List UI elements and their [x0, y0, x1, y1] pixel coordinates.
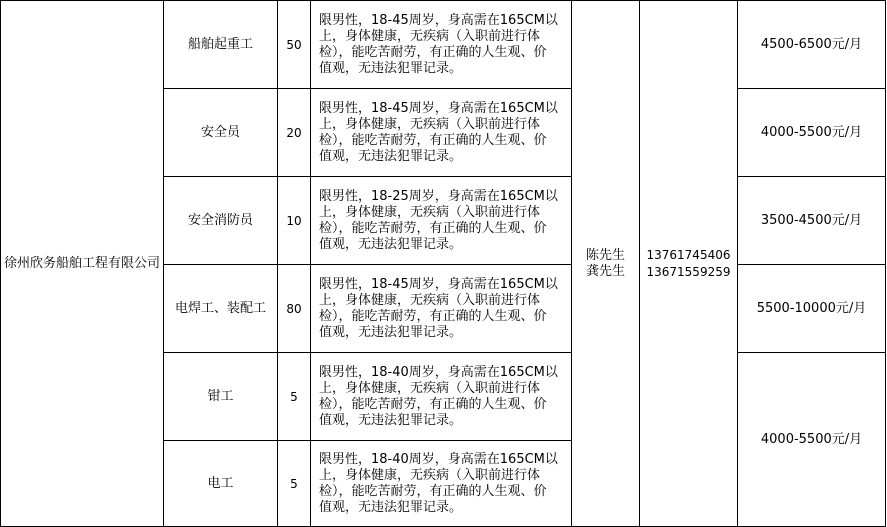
- requirement-cell: [311, 353, 572, 441]
- company-name-cell: [1, 1, 164, 527]
- requirement-line: 检），能吃苦耐劳，有正确的人生观、价: [319, 483, 547, 499]
- count-cell: [278, 89, 311, 177]
- requirement-line: 值观，无违法犯罪记录。: [319, 499, 463, 515]
- salary-cell: [738, 353, 886, 527]
- company-name: 徐州欣务船舶工程有限公司: [3, 255, 160, 271]
- headcount: 5: [290, 476, 298, 491]
- position-name: 钳工: [207, 388, 234, 404]
- requirement-line: 检），能吃苦耐劳，有正确的人生观、价: [319, 396, 547, 412]
- count-cell: [278, 441, 311, 527]
- salary-cell: [738, 177, 886, 265]
- requirement-line: 限男性，18-45周岁，身高需在165CM以: [319, 12, 558, 28]
- requirement-line: 值观，无违法犯罪记录。: [319, 60, 463, 76]
- requirement-cell: [311, 1, 572, 89]
- requirement-line: 值观，无违法犯罪记录。: [319, 236, 463, 252]
- requirement-line: 限男性，18-45周岁，身高需在165CM以: [319, 276, 558, 292]
- salary: 4500-6500元/月: [760, 36, 863, 52]
- position-name: 电焊工、装配工: [174, 300, 266, 316]
- requirement-line: 上，身体健康，无疾病（入职前进行体: [319, 116, 541, 132]
- requirement-cell: [311, 89, 572, 177]
- position-name: 船舶起重工: [187, 36, 253, 52]
- requirement-line: 限男性，18-45周岁，身高需在165CM以: [319, 100, 558, 116]
- count-cell: [278, 177, 311, 265]
- requirement-line: 上，身体健康，无疾病（入职前进行体: [319, 292, 541, 308]
- requirement-line: 检），能吃苦耐劳，有正确的人生观、价: [319, 220, 547, 236]
- position-cell: [164, 177, 278, 265]
- requirement-line: 上，身体健康，无疾病（入职前进行体: [319, 28, 541, 44]
- salary-cell: [738, 265, 886, 353]
- headcount: 20: [286, 125, 302, 140]
- table-row: [1, 1, 886, 89]
- requirement-line: 检），能吃苦耐劳，有正确的人生观、价: [319, 308, 547, 324]
- count-cell: [278, 265, 311, 353]
- salary-cell: [738, 89, 886, 177]
- contact-cell: [572, 1, 640, 527]
- salary-cell: [738, 1, 886, 89]
- headcount: 80: [286, 301, 302, 316]
- requirement-line: 上，身体健康，无疾病（入职前进行体: [319, 204, 541, 220]
- position-cell: [164, 89, 278, 177]
- requirement-cell: [311, 441, 572, 527]
- salary: 5500-10000元/月: [756, 300, 867, 316]
- requirement-cell: [311, 265, 572, 353]
- requirement-line: 检），能吃苦耐劳，有正确的人生观、价: [319, 132, 547, 148]
- count-cell: [278, 1, 311, 89]
- contact-name: 陈先生: [585, 247, 625, 263]
- requirement-line: 值观，无违法犯罪记录。: [319, 412, 463, 428]
- headcount: 5: [290, 389, 298, 404]
- requirement-line: 上，身体健康，无疾病（入职前进行体: [319, 380, 541, 396]
- requirement-line: 限男性，18-25周岁，身高需在165CM以: [319, 188, 558, 204]
- salary: 4000-5500元/月: [760, 431, 863, 447]
- phone-number: 13761745406: [646, 247, 731, 262]
- position-cell: [164, 353, 278, 441]
- requirement-line: 值观，无违法犯罪记录。: [319, 148, 463, 164]
- phone-cell: [640, 1, 738, 527]
- headcount: 10: [286, 213, 302, 228]
- count-cell: [278, 353, 311, 441]
- salary: 4000-5500元/月: [760, 124, 863, 140]
- requirement-line: 上，身体健康，无疾病（入职前进行体: [319, 467, 541, 483]
- position-name: 安全员: [200, 124, 240, 140]
- headcount: 50: [286, 37, 302, 52]
- phone-number: 13671559259: [646, 264, 731, 279]
- contact-name: 龚先生: [585, 263, 625, 279]
- position-cell: [164, 441, 278, 527]
- salary: 3500-4500元/月: [760, 212, 863, 228]
- position-name: 电工: [207, 475, 234, 491]
- position-cell: [164, 265, 278, 353]
- requirement-line: 值观，无违法犯罪记录。: [319, 324, 463, 340]
- position-cell: [164, 1, 278, 89]
- requirement-cell: [311, 177, 572, 265]
- requirement-line: 限男性，18-40周岁，身高需在165CM以: [319, 364, 558, 380]
- requirement-line: 检），能吃苦耐劳，有正确的人生观、价: [319, 44, 547, 60]
- position-name: 安全消防员: [187, 212, 253, 228]
- requirement-line: 限男性，18-40周岁，身高需在165CM以: [319, 451, 558, 467]
